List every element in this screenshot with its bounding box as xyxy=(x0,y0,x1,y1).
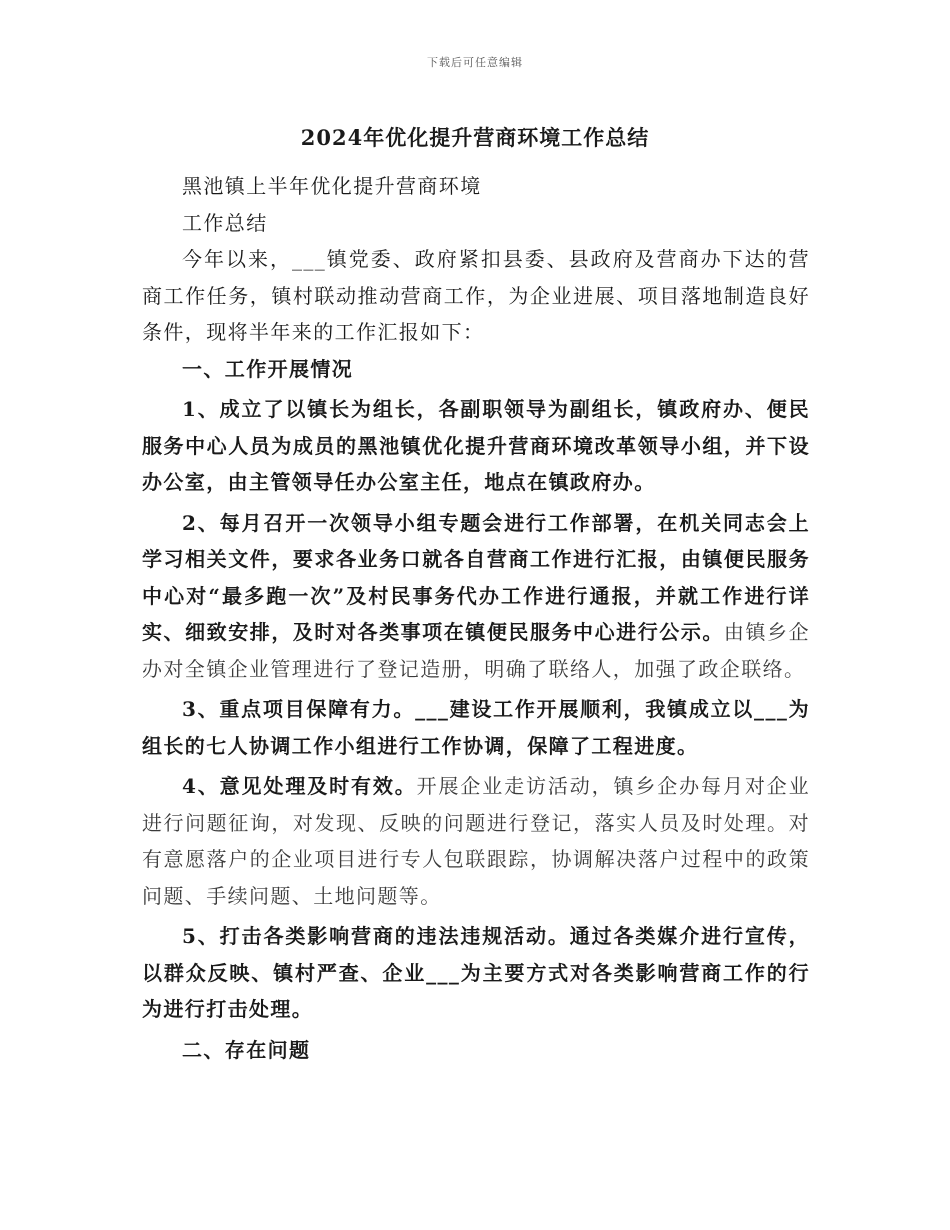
item-2-normal-text: 由镇乡企办对全镇企业管理进行了登记造册，明确了联络人，加强了政企联络。 xyxy=(142,620,810,681)
section-1-heading: 一、工作开展情况 xyxy=(182,356,354,381)
subtitle-line-1: 黑池镇上半年优化提升营商环境 xyxy=(182,174,482,198)
item-5-paragraph: 5、打击各类影响营商的违法违规活动。通过各类媒介进行宣传，以群众反映、镇村严查、企业___为主要方式对各类影响营商工作的行为进行打击处理。 xyxy=(142,924,810,1021)
item-4-paragraph xyxy=(142,768,810,914)
item-3-paragraph: 3、重点项目保障有力。___建设工作开展顺利，我镇成立以___为组长的七人协调工作小组进行工作协调，保障了工程进度。 xyxy=(142,697,810,758)
document-body xyxy=(142,168,810,1068)
item-2-paragraph xyxy=(142,505,810,688)
intro-paragraph: 今年以来，___镇党委、政府紧扣县委、县政府及营商办下达的营商工作任务，镇村联动推动营商工作，为企业进展、项目落地制造良好条件，现将半年来的工作汇报如下： xyxy=(142,247,810,344)
item-1-paragraph: 1、成立了以镇长为组长，各副职领导为副组长，镇政府办、便民服务中心人员为成员的黑池镇优化提升营商环境改革领导小组，并下设办公室，由主管领导任办公室主任，地点在镇政府办。 xyxy=(142,397,810,494)
subtitle-line-2: 工作总结 xyxy=(182,210,268,235)
section-2-heading: 二、存在问题 xyxy=(182,1037,311,1062)
item-4-normal-text: 开展企业走访活动，镇乡企办每月对企业进行问题征询，对发现、反映的问题进行登记，落实人员及时处理。对有意愿落户的企业项目进行专人包联跟踪，协调解决落户过程中的政策问题、手续问题、土地问题等。 xyxy=(142,774,810,908)
document-title: 2024年优化提升营商环境工作总结 xyxy=(300,125,650,150)
header-note: 下载后可任意编辑 xyxy=(427,56,523,69)
item-2-bold-text: 2、每月召开一次领导小组专题会进行工作部署，在机关同志会上学习相关文件，要求各业务口就各自营商工作进行汇报，由镇便民服务中心对“最多跑一次”及村民事务代办工作进行通报，并就工作进行详实、细致安排，及时对各类事项在镇便民服务中心进行公示。 xyxy=(142,510,810,644)
item-4-bold-text: 4、意见处理及时有效。 xyxy=(182,774,417,798)
